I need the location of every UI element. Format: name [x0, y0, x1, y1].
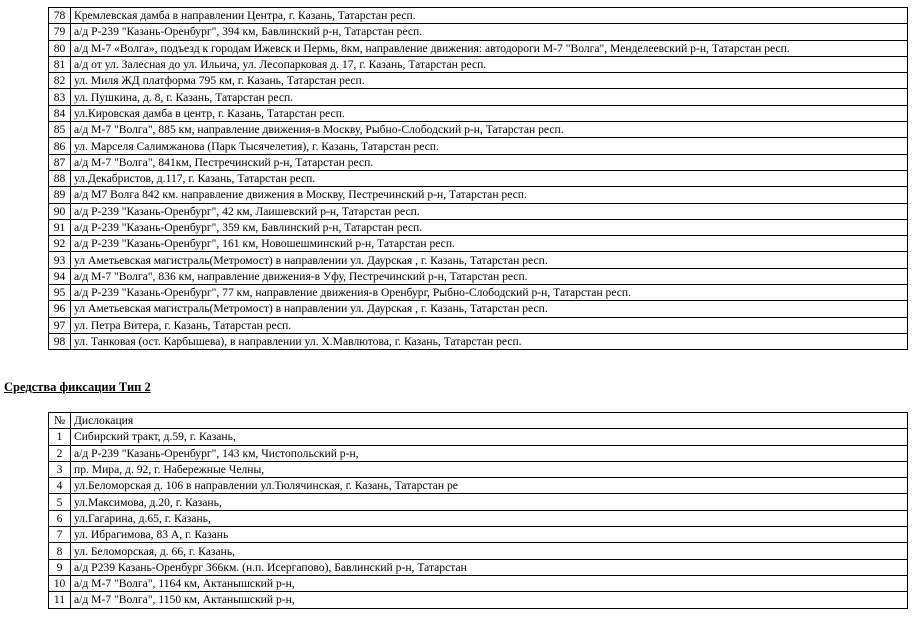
- table-row: [49, 154, 908, 170]
- row-location: а/д Р-239 "Казань-Оренбург", 161 км, Новошешминский р-н, Татарстан респ.: [71, 236, 908, 252]
- row-number: 7: [49, 527, 71, 543]
- table-row: [49, 73, 908, 89]
- table-row: [49, 89, 908, 105]
- row-location: а/д М-7 "Волга", 836 км, направление движения-в Уфу, Пестречинский р-н, Татарстан респ.: [71, 268, 908, 284]
- row-location: а/д Р-239 "Казань-Оренбург", 77 км, направление движения-в Оренбург, Рыбно-Слободский р-н, Татарстан респ.: [71, 285, 908, 301]
- row-number: 84: [49, 105, 71, 121]
- row-number: 6: [49, 510, 71, 526]
- table-row: [49, 138, 908, 154]
- table-row: [49, 445, 908, 461]
- row-number: 90: [49, 203, 71, 219]
- table-row: [49, 236, 908, 252]
- row-location: а/д Р-239 "Казань-Оренбург", 42 км, Лаишевский р-н, Татарстан респ.: [71, 203, 908, 219]
- table-row: [49, 510, 908, 526]
- row-number: 81: [49, 56, 71, 72]
- table-row: [49, 527, 908, 543]
- row-location: а/д М-7 «Волга», подъезд к городам Ижевск и Пермь, 8км, направление движения: автодороги М-7 "Волга", Менделеевский р-н, Татарстан респ.: [71, 40, 908, 56]
- row-number: 9: [49, 559, 71, 575]
- table-row: [49, 461, 908, 477]
- row-number: 86: [49, 138, 71, 154]
- row-location: ул.Беломорская д. 106 в направлении ул.Тюлячинская, г. Казань, Татарстан ре: [71, 478, 908, 494]
- row-number: 92: [49, 236, 71, 252]
- table-row: [49, 40, 908, 56]
- table-row: [49, 219, 908, 235]
- row-location: ул. Беломорская, д. 66, г. Казань,: [71, 543, 908, 559]
- row-number: 96: [49, 301, 71, 317]
- row-location: а/д Р-239 "Казань-Оренбург", 359 км, Бавлинский р-н, Татарстан респ.: [71, 219, 908, 235]
- table-row: [49, 8, 908, 24]
- table-row: [49, 285, 908, 301]
- table-row: [49, 301, 908, 317]
- table1-body: [49, 8, 908, 350]
- table-row: [49, 268, 908, 284]
- fixation-points-table-type1: [48, 7, 908, 350]
- table2-body: [49, 429, 908, 608]
- table-row: [49, 494, 908, 510]
- table-row: [49, 317, 908, 333]
- table-row: [49, 105, 908, 121]
- row-location: ул. Танковая (ост. Карбышева), в направлении ул. Х.Мавлютова, г. Казань, Татарстан респ.: [71, 333, 908, 349]
- row-location: а/д от ул. Залесная до ул. Ильича, ул. Лесопарковая д. 17, г. Казань, Татарстан респ.: [71, 56, 908, 72]
- row-location: пр. Мира, д. 92, г. Набережные Челны,: [71, 461, 908, 477]
- row-location: а/д М-7 "Волга", 1164 км, Актанышский р-н,: [71, 575, 908, 591]
- row-number: 11: [49, 592, 71, 608]
- table-row: [49, 122, 908, 138]
- row-number: 8: [49, 543, 71, 559]
- row-location: а/д Р-239 "Казань-Оренбург", 143 км, Чистопольский р-н,: [71, 445, 908, 461]
- table-row: [49, 592, 908, 608]
- table-row: [49, 543, 908, 559]
- row-number: 2: [49, 445, 71, 461]
- row-number: 1: [49, 429, 71, 445]
- row-location: Сибирский тракт, д.59, г. Казань,: [71, 429, 908, 445]
- row-number: 98: [49, 333, 71, 349]
- row-location: ул. Миля ЖД платформа 795 км, г. Казань, Татарстан респ.: [71, 73, 908, 89]
- section-heading-type2: Средства фиксации Тип 2: [4, 380, 151, 394]
- table-row: [49, 429, 908, 445]
- row-location: а/д М-7 "Волга", 885 км, направление движения-в Москву, Рыбно-Слободский р-н, Татарстан респ.: [71, 122, 908, 138]
- row-number: 94: [49, 268, 71, 284]
- row-location: ул. Петра Витера, г. Казань, Татарстан респ.: [71, 317, 908, 333]
- row-number: 88: [49, 170, 71, 186]
- table-row: [49, 575, 908, 591]
- row-number: 85: [49, 122, 71, 138]
- row-location: ул. Ибрагимова, 83 А, г. Казань: [71, 527, 908, 543]
- row-location: ул.Кировская дамба в центр, г. Казань, Татарстан респ.: [71, 105, 908, 121]
- row-number: 97: [49, 317, 71, 333]
- row-number: 89: [49, 187, 71, 203]
- row-number: 91: [49, 219, 71, 235]
- table-row: [49, 170, 908, 186]
- table-row: [49, 252, 908, 268]
- row-location: а/д М7 Волга 842 км. направление движения в Москву, Пестречинский р-н, Татарстан респ.: [71, 187, 908, 203]
- row-location: ул. Пушкина, д. 8, г. Казань, Татарстан респ.: [71, 89, 908, 105]
- row-location: а/д Р239 Казань-Оренбург 366км. (н.п. Исергапово), Бавлинский р-н, Татарстан: [71, 559, 908, 575]
- row-number: 80: [49, 40, 71, 56]
- row-number: 10: [49, 575, 71, 591]
- row-location: ул Аметьевская магистраль(Метромост) в направлении ул. Даурская , г. Казань, Татарстан респ.: [71, 301, 908, 317]
- row-location: Кремлевская дамба в направлении Центра, г. Казань, Татарстан респ.: [71, 8, 908, 24]
- row-number: 82: [49, 73, 71, 89]
- table-row: [49, 187, 908, 203]
- table-row: [49, 478, 908, 494]
- table-row: [49, 203, 908, 219]
- row-number: 83: [49, 89, 71, 105]
- column-header-number: №: [49, 413, 71, 429]
- row-number: 93: [49, 252, 71, 268]
- row-location: ул.Декабристов, д.117, г. Казань, Татарстан респ.: [71, 170, 908, 186]
- row-location: ул.Гагарина, д.65, г. Казань,: [71, 510, 908, 526]
- fixation-points-table-type2: [48, 412, 908, 609]
- table-row: [49, 559, 908, 575]
- table2-header: [49, 413, 908, 429]
- row-number: 79: [49, 24, 71, 40]
- row-location: а/д М-7 "Волга", 1150 км, Актанышский р-н,: [71, 592, 908, 608]
- row-location: а/д Р-239 "Казань-Оренбург", 394 км, Бавлинский р-н, Татарстан респ.: [71, 24, 908, 40]
- row-number: 95: [49, 285, 71, 301]
- row-number: 5: [49, 494, 71, 510]
- row-location: а/д М-7 "Волга", 841км, Пестречинский р-н, Татарстан респ.: [71, 154, 908, 170]
- column-header-location: Дислокация: [71, 413, 908, 429]
- table-row: [49, 24, 908, 40]
- row-location: ул.Максимова, д.20, г. Казань,: [71, 494, 908, 510]
- row-number: 3: [49, 461, 71, 477]
- row-number: 87: [49, 154, 71, 170]
- table-row: [49, 333, 908, 349]
- row-location: ул. Марселя Салимжанова (Парк Тысячелетия), г. Казань, Татарстан респ.: [71, 138, 908, 154]
- row-number: 4: [49, 478, 71, 494]
- row-location: ул Аметьевская магистраль(Метромост) в направлении ул. Даурская , г. Казань, Татарстан респ.: [71, 252, 908, 268]
- row-number: 78: [49, 8, 71, 24]
- table-header-row: [49, 413, 908, 429]
- table-row: [49, 56, 908, 72]
